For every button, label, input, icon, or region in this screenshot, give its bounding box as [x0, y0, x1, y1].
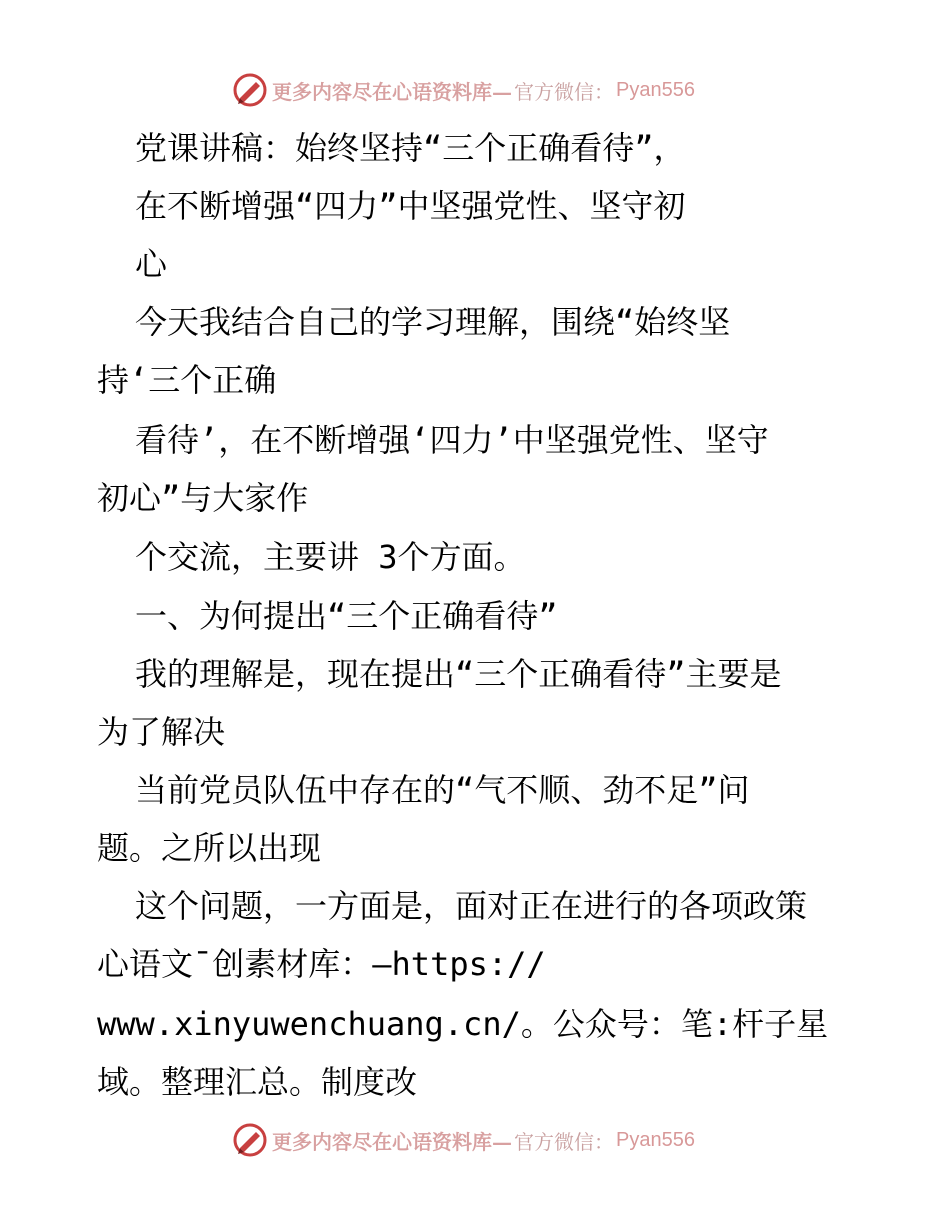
paragraph-line: 当前党员队伍中存在的“气不顺、劲不足”问	[135, 771, 750, 809]
paragraph-line: 域。整理汇总。制度改	[97, 1063, 418, 1101]
footer-wechat-label: 官方微信：	[514, 1129, 614, 1154]
header-wechat-label: 官方微信：	[514, 79, 614, 104]
header-banner	[232, 70, 712, 110]
title-line-2: 在不断增强“四力”中坚强党性、坚守初	[135, 187, 686, 225]
paragraph-line: 为了解决	[97, 713, 226, 751]
pen-logo-icon	[232, 72, 268, 108]
footer-wechat-id: Pyan556	[616, 1128, 695, 1151]
pen-logo-icon	[232, 1122, 268, 1158]
header-banner-text: 更多内容尽在心语资料库—	[272, 79, 512, 104]
section-heading: 一、为何提出“三个正确看待”	[135, 597, 558, 635]
paragraph-line: 这个问题，一方面是，面对正在进行的各项政策	[135, 887, 808, 925]
paragraph-line: 今天我结合自己的学习理解，围绕“始终坚	[135, 303, 731, 341]
paragraph-line: www.xinyuwenchuang.cn/。公众号：笔:杆子星	[97, 1005, 829, 1043]
title-line-3: 心	[135, 245, 168, 283]
paragraph-line: 个交流，主要讲 3个方面。	[135, 538, 526, 576]
header-wechat-id: Pyan556	[616, 78, 695, 101]
paragraph-line: 心语文¯创素材库：—https://	[97, 945, 546, 983]
footer-banner-text: 更多内容尽在心语资料库—	[272, 1129, 512, 1154]
paragraph-line: 我的理解是，现在提出“三个正确看待”主要是	[135, 655, 782, 693]
footer-banner	[232, 1120, 712, 1160]
paragraph-line: 看待’，在不断增强‘四力’中坚强党性、坚守	[135, 421, 769, 459]
title-line-1: 党课讲稿：始终坚持“三个正确看待”，	[135, 129, 686, 167]
paragraph-line: 持‘三个正确	[97, 361, 277, 399]
paragraph-line: 题。之所以出现	[97, 829, 322, 867]
paragraph-line: 初心”与大家作	[97, 479, 309, 517]
